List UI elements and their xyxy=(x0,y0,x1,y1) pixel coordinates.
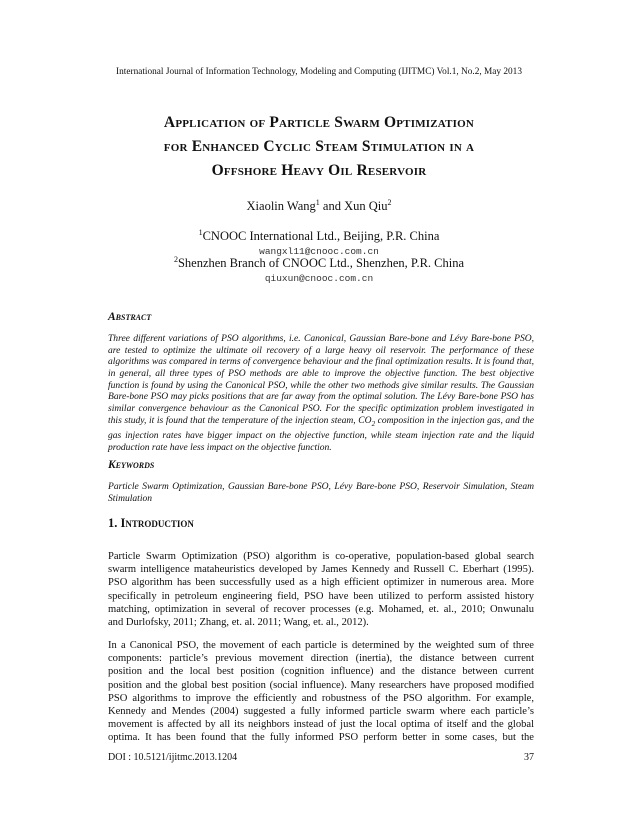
text-line: matching, optimization in several of recover processes (e.g. Mohamed, et. al., 2010; Onwunalu xyxy=(108,603,534,615)
running-head: International Journal of Information Technology, Modeling and Computing (IJITMC) Vol.1, No.2, May 2013 xyxy=(116,67,522,77)
intro-paragraph-2 xyxy=(108,639,534,745)
abstract-subscript: 2 xyxy=(371,419,376,428)
introduction-heading: 1. Introduction xyxy=(108,516,194,530)
author-sup: 2 xyxy=(387,197,392,207)
affiliation-text: Shenzhen Branch of CNOOC Ltd., Shenzhen, P.R. China xyxy=(177,256,465,270)
author-conjunction: and xyxy=(319,199,345,213)
text-line: In a Canonical PSO, the movement of each particle is determined by the weighted sum of three xyxy=(108,640,534,651)
author-sup: 1 xyxy=(315,197,320,207)
intro-paragraph-1 xyxy=(108,550,534,629)
author-name: Xiaolin Wang xyxy=(246,199,316,213)
text-line: and Durlofsky, 2011; Zhang, et. al. 2011; Wang, et. al., 2012). xyxy=(108,617,369,629)
text-line: specifically in petroleum engineering field, PSO have been utilized to perform assisted history xyxy=(108,590,534,602)
text-line: swarm intelligence mataheuristics developed by James Kennedy and Russell C. Eberhart (1995). xyxy=(108,564,534,576)
text-line: components: particle’s previous movement direction (inertia), the distance between current xyxy=(108,653,534,665)
abstract-body xyxy=(108,333,534,453)
title-line: Application of Particle Swarm Optimization xyxy=(163,114,475,131)
keywords-body: Particle Swarm Optimization, Gaussian Bare-bone PSO, Lévy Bare-bone PSO, Reservoir Simulation, Steam Stimulation xyxy=(108,481,534,504)
text-line: position and the global best position (social influence). Many researchers have proposed modified xyxy=(108,679,534,691)
abstract-text-tail: composition in the injection gas, and the gas injection rates have bigger impact on the objective function, while steam injection rate and the liquid production rate have less impact on the objective function. xyxy=(108,414,534,453)
page-number: 37 xyxy=(524,752,534,763)
affiliation xyxy=(0,229,638,244)
keywords-heading: Keywords xyxy=(108,459,155,471)
text-line: PSO algorithms to improve the efficiently and robustness of the PSO algorithm. For example, xyxy=(108,692,534,704)
affiliation-text: CNOOC International Ltd., Beijing, P.R. China xyxy=(202,229,440,243)
text-line: PSO algorithm has been successfully used as a high efficient optimizer in numerous area. More xyxy=(108,577,534,589)
doi-footer: DOI : 10.5121/ijitmc.2013.1204 xyxy=(108,752,238,763)
text-line: position and the local best position (cognition influence) and the distance between current xyxy=(108,666,534,678)
author-email: wangxl11@cnooc.com.cn xyxy=(259,246,379,257)
affiliation-sup: 2 xyxy=(173,254,178,264)
title-line: Offshore Heavy Oil Reservoir xyxy=(211,162,427,179)
paper-title xyxy=(60,111,578,183)
title-line: for Enhanced Cyclic Steam Stimulation in a xyxy=(163,138,475,155)
abstract-text: Three different variations of PSO algorithms, i.e. Canonical, Gaussian Bare-bone and Lévy Bare-bone PSO, are tested to optimize the ultimate oil recovery of a large heavy oil reservoir. The performance of these algorithms was compared in terms of convergence behaviour and the final optimization results. It is found that, in general, all three types of PSO methods are able to improve the objective function. The best objective function is found by using the Canonical PSO, while the other two methods give similar results. The Gaussian Bare-bone PSO may picks positions that are far away from the optimal solution. The Lévy Bare-bone PSO has similar convergence behaviour as the Canonical PSO. For the specific optimization problem investigated in this study, it is found that the temperature of the injection steam, CO xyxy=(108,333,534,426)
text-line: movement is affected by all its neighbors instead of just the local optima of itself and the global xyxy=(108,719,534,731)
author-name: Xun Qiu xyxy=(344,199,388,213)
abstract-heading: Abstract xyxy=(108,311,152,323)
text-line: Particle Swarm Optimization (PSO) algorithm is co-operative, population-based global search xyxy=(108,551,534,562)
affiliation xyxy=(0,256,638,271)
text-line: Kennedy and Mendes (2004) suggested a fully informed particle swarm where each particle’s xyxy=(108,706,534,718)
author-line xyxy=(0,199,638,214)
text-line: optima. It has been found that the fully informed PSO perform better in some cases, but the xyxy=(108,732,534,744)
affiliation-sup: 1 xyxy=(198,227,203,237)
author-email: qiuxun@cnooc.com.cn xyxy=(264,273,374,284)
